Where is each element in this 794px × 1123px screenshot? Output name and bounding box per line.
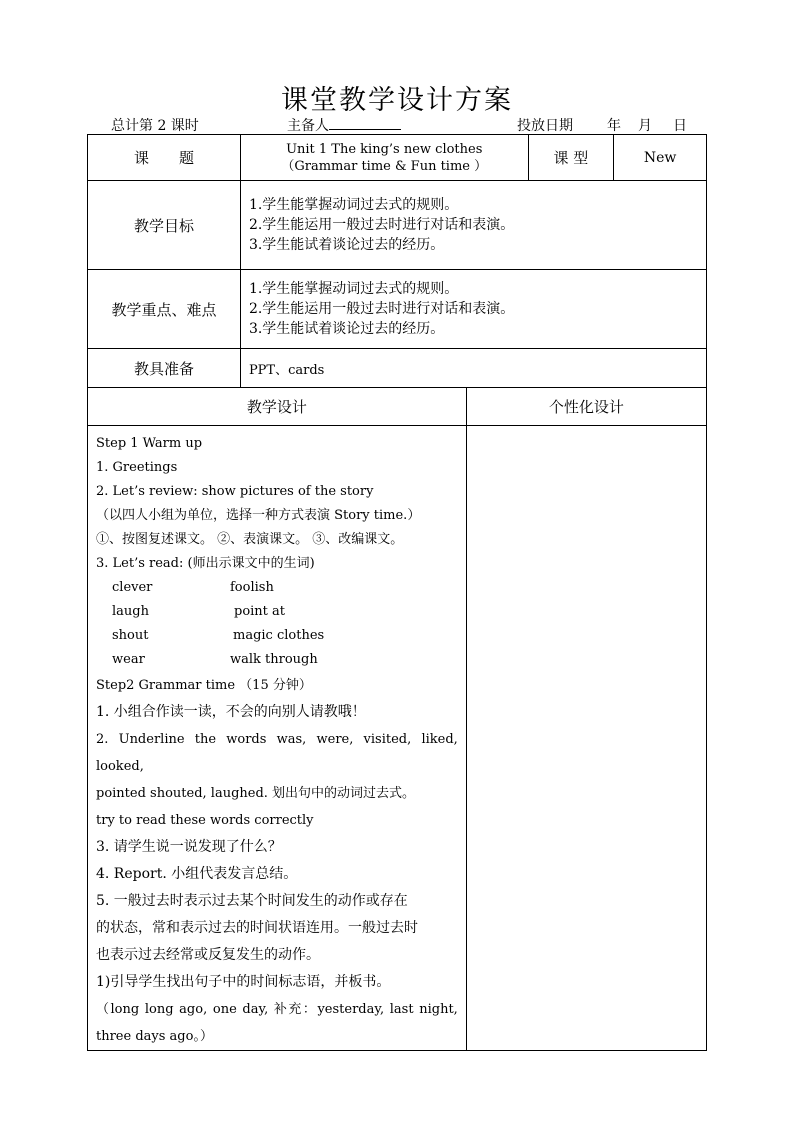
row-key-points — [88, 270, 707, 349]
word: laugh — [112, 604, 149, 619]
word: walk through — [230, 652, 318, 667]
topic-line-1: Unit 1 The king’s new clothes — [286, 141, 483, 157]
topic-line-2: （Grammar time & Fun time ） — [281, 158, 488, 174]
options-line: ①、按图复述课文。 ②、表演课文。 ③、改编课文。 — [96, 532, 404, 547]
word: point at — [234, 604, 286, 619]
step2-title: Step2 Grammar time （15 分钟） — [96, 678, 312, 693]
date-month: 月 — [638, 118, 652, 134]
word: shout — [112, 628, 149, 643]
step2-item-7b: three days ago。） — [96, 1029, 213, 1044]
word: foolish — [230, 580, 274, 595]
lesson-type-value: New — [614, 135, 707, 181]
materials-label: 教具准备 — [88, 349, 241, 388]
read-line: 3. Let’s read: (师出示课文中的生词) — [96, 556, 315, 571]
objectives-label: 教学目标 — [88, 181, 241, 270]
step2-item-6: 1)引导学生找出句子中的时间标志语，并板书。 — [96, 974, 391, 990]
row-design — [88, 426, 707, 1051]
word-pair — [96, 624, 458, 648]
step2-item-5c: 也表示过去经常或反复发生的动作。 — [96, 947, 320, 963]
step1-title: Step 1 Warm up — [96, 436, 203, 451]
page-title: 课堂教学设计方案 — [281, 85, 513, 116]
step2-item-5b: 的状态，常和表示过去的时间状语连用。一般过去时 — [96, 920, 418, 936]
step2-item-7a: （long long ago, one day, 补充：yesterday, last night, — [96, 1002, 458, 1017]
objectives-list — [240, 181, 706, 270]
step2-try: try to read these words correctly — [96, 813, 314, 828]
date-label: 投放日期 — [517, 118, 573, 134]
step2-item-5a: 5. 一般过去时表示过去某个时间发生的动作或存在 — [96, 893, 408, 909]
step2-item-2b: pointed shouted, laughed. 划出句中的动词过去式。 — [96, 786, 416, 801]
preparer-blank — [329, 115, 401, 130]
lesson-plan-table — [87, 134, 707, 1051]
date-day: 日 — [673, 118, 687, 134]
greetings-line: 1. Greetings — [96, 460, 178, 475]
row-objectives — [88, 181, 707, 270]
personal-design-content — [466, 426, 706, 1051]
topic-value — [240, 135, 528, 181]
design-header: 教学设计 — [88, 388, 467, 426]
objective-item: 3.学生能试着谈论过去的经历。 — [248, 237, 445, 253]
word-pair — [96, 600, 458, 624]
step2-item-2a: 2. Underline the words was, were, visited, liked, looked, — [96, 732, 458, 774]
step2-item-1: 1. 小组合作读一读，不会的向别人请教哦！ — [96, 704, 366, 720]
row-materials — [88, 349, 707, 388]
materials-value: PPT、cards — [240, 349, 706, 388]
key-points-list — [240, 270, 706, 349]
lesson-type-label: 课 型 — [528, 135, 614, 181]
row-topic — [88, 135, 707, 181]
key-point-item: 3.学生能试着谈论过去的经历。 — [248, 321, 445, 337]
key-point-item: 1.学生能掌握动词过去式的规则。 — [248, 281, 459, 297]
word-pair — [96, 648, 458, 672]
key-points-label: 教学重点、难点 — [88, 270, 241, 349]
design-content — [88, 426, 467, 1051]
word: wear — [112, 652, 145, 667]
date-year: 年 — [607, 118, 621, 134]
row-headers — [88, 388, 707, 426]
personal-header: 个性化设计 — [466, 388, 706, 426]
review-line: 2. Let’s review: show pictures of the story — [96, 484, 374, 499]
total-lesson: 总计第 2 课时 — [111, 118, 199, 134]
topic-label: 课 题 — [88, 135, 241, 181]
group-line: （以四人小组为单位，选择一种方式表演 Story time.） — [96, 508, 421, 523]
step2-item-4: 4. Report. 小组代表发言总结。 — [96, 866, 298, 882]
key-point-item: 2.学生能运用一般过去时进行对话和表演。 — [248, 301, 515, 317]
preparer-label: 主备人 — [287, 118, 329, 134]
objective-item: 2.学生能运用一般过去时进行对话和表演。 — [248, 217, 515, 233]
preparer-field — [287, 115, 401, 135]
step2-item-3: 3. 请学生说一说发现了什么？ — [96, 839, 282, 855]
objective-item: 1.学生能掌握动词过去式的规则。 — [248, 197, 459, 213]
word: magic clothes — [233, 628, 325, 643]
word-pair — [96, 576, 458, 600]
word: clever — [112, 580, 153, 595]
